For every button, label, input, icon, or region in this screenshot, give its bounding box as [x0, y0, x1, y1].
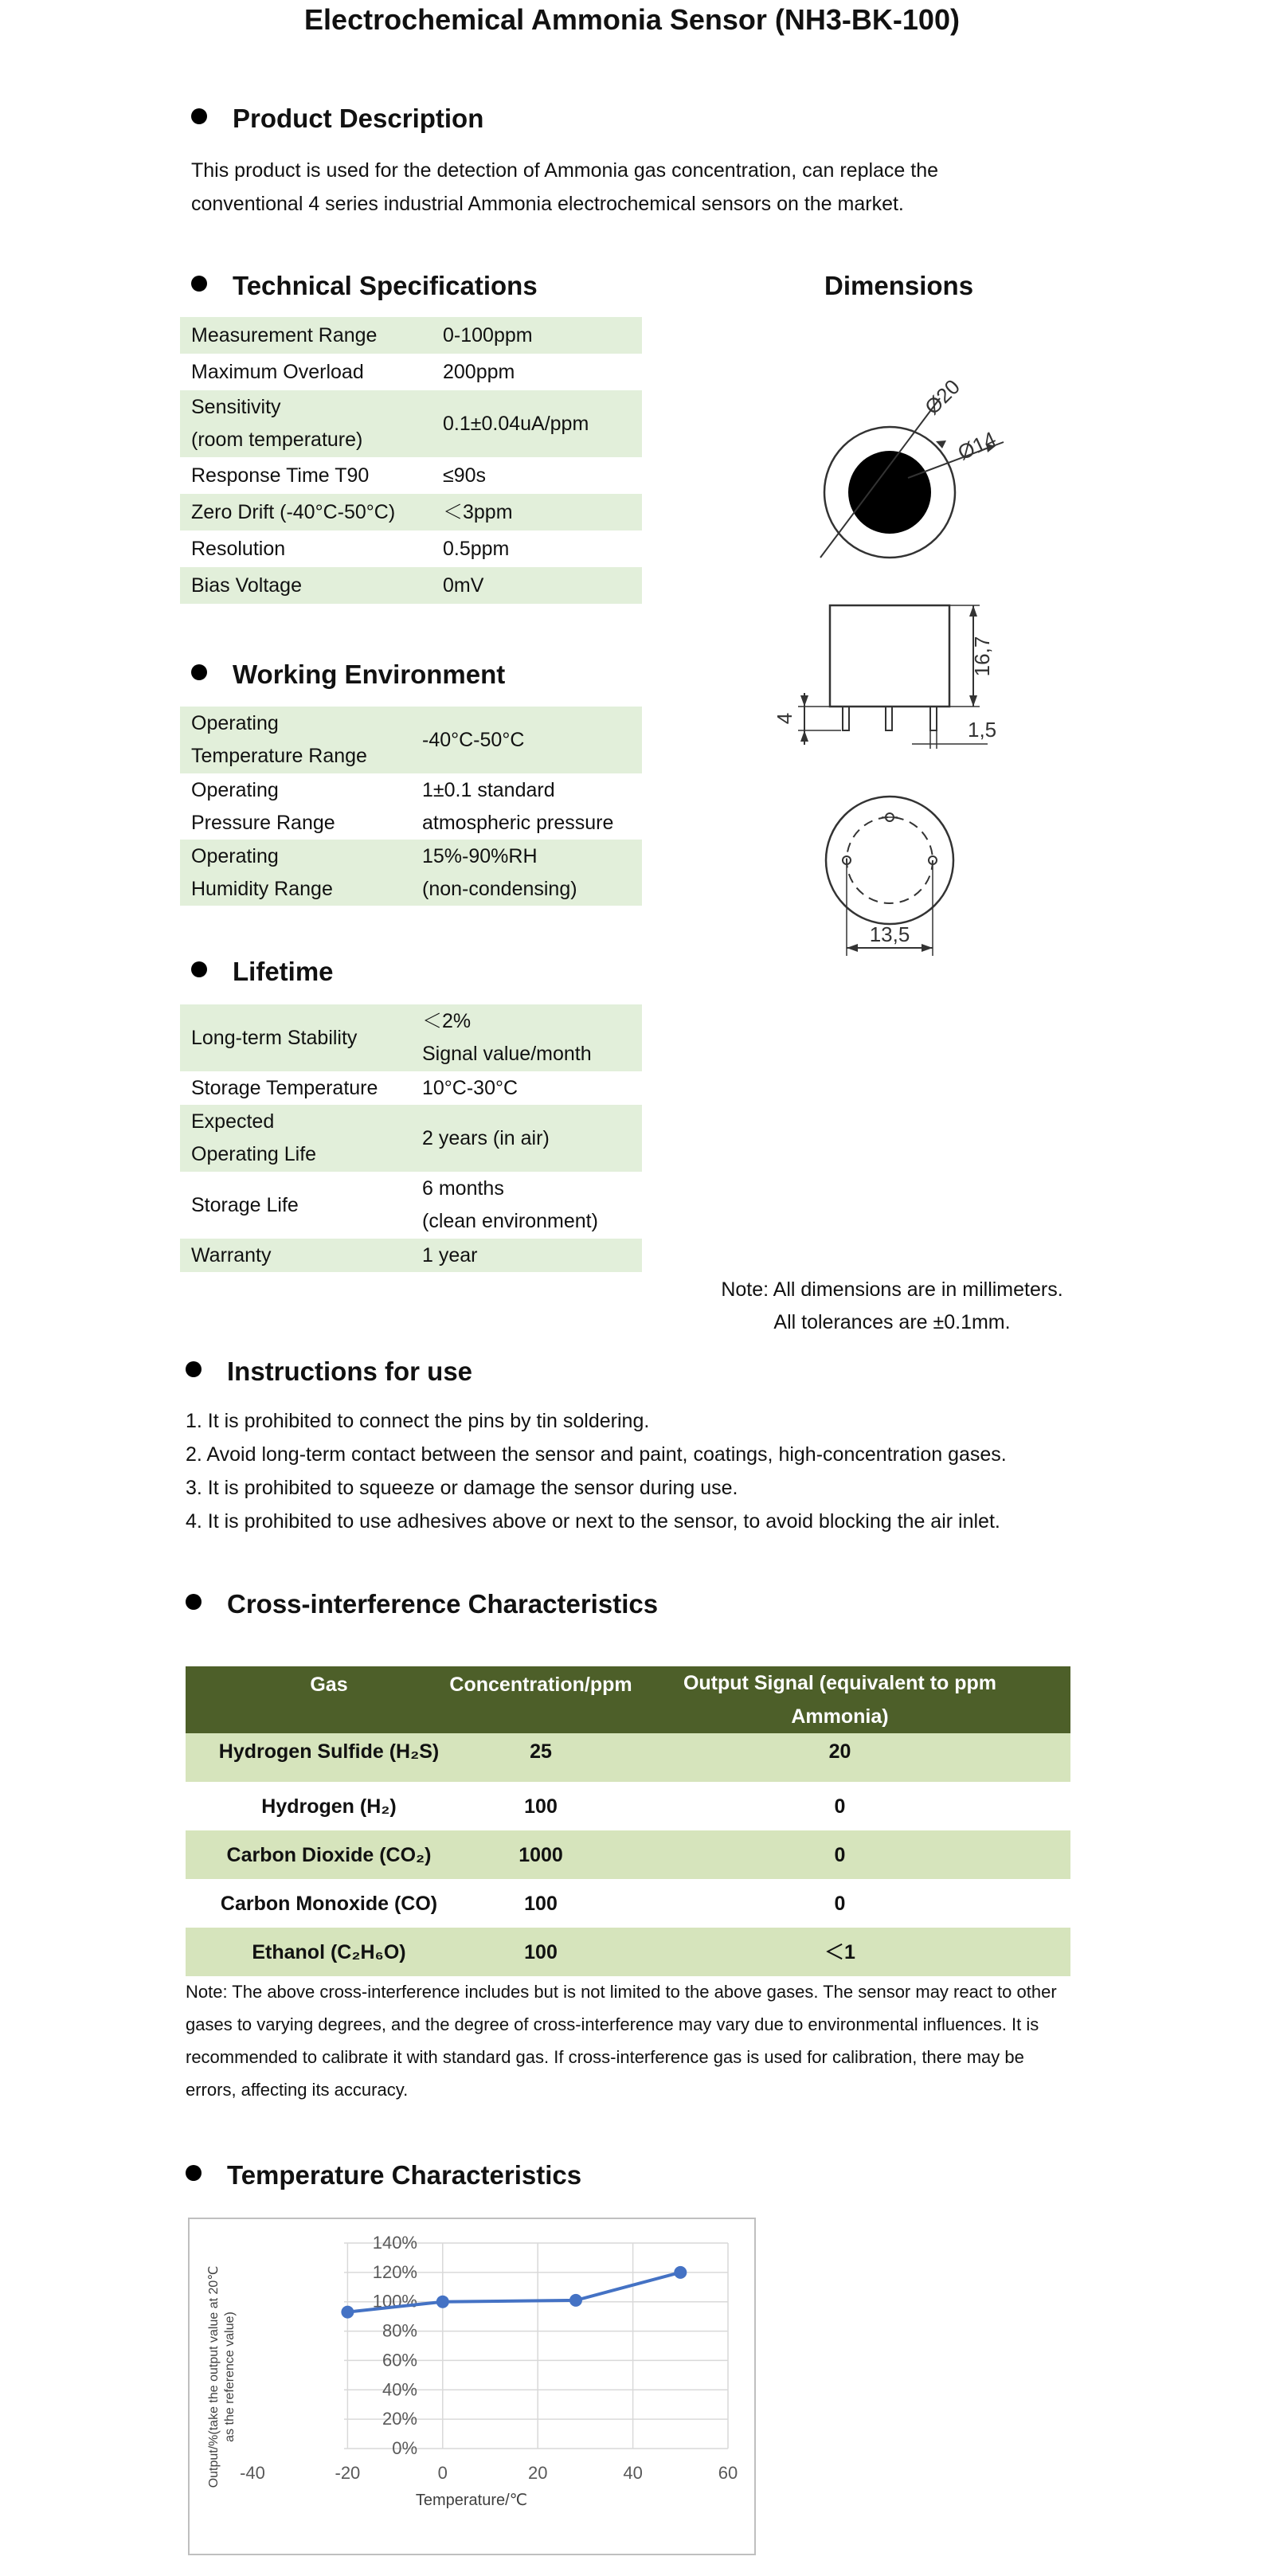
temperature-characteristics-heading: Temperature Characteristics — [186, 2158, 581, 2193]
bullet-icon — [186, 2165, 202, 2181]
table-row: Measurement Range 0-100ppm — [180, 317, 642, 354]
list-item: 3. It is prohibited to squeeze or damage the sensor during use. — [186, 1477, 738, 1499]
list-item: 1. It is prohibited to connect the pins by tin soldering. — [186, 1410, 650, 1432]
table-row: Sensitivity (room temperature) 0.1±0.04uA/ppm — [180, 390, 642, 457]
table-row: Zero Drift (-40°C-50°C) ＜3ppm — [180, 494, 642, 530]
table-row: Hydrogen Sulfide (H₂S) 25 20 — [186, 1733, 1070, 1782]
x-tick-label: 20 — [527, 2463, 548, 2483]
x-tick-label: -40 — [240, 2463, 265, 2483]
svg-text:as the reference value): as the reference value) — [223, 2312, 237, 2442]
table-header-row: Gas Concentration/ppm Output Signal (equivalent to ppm Ammonia) — [186, 1666, 1070, 1733]
table-row: Response Time T90 ≤90s — [191, 464, 487, 487]
page-title: Electrochemical Ammonia Sensor (NH3-BK-100) — [304, 3, 960, 36]
table-row: Maximum Overload 200ppm — [191, 360, 515, 383]
dimension-label: 4 — [773, 712, 796, 725]
y-tick-label: 0% — [392, 2438, 417, 2458]
y-tick-label: 120% — [372, 2261, 417, 2282]
dimensions-drawing — [773, 366, 1027, 964]
temperature-chart — [188, 2218, 756, 2555]
table-row: Hydrogen (H₂) 100 0 — [261, 1795, 846, 1818]
dimension-label: Ø14 — [953, 426, 1000, 465]
x-tick-label: -20 — [335, 2463, 361, 2483]
x-tick-label: 0 — [437, 2463, 448, 2483]
sensor-top-view — [820, 374, 1004, 558]
table-row: Warranty 1 year — [180, 1239, 642, 1272]
y-tick-label: 80% — [382, 2320, 417, 2341]
dimension-label: Ø20 — [920, 374, 965, 420]
bullet-icon — [191, 664, 207, 680]
working-environment-table — [180, 707, 642, 906]
dimension-label: 16,7 — [970, 636, 994, 677]
instructions-list — [186, 1404, 1086, 1538]
technical-specifications-heading: Technical Specifications — [191, 268, 538, 303]
table-row: Storage Life 6 months (clean environment) — [191, 1177, 598, 1232]
table-row: Storage Temperature 10°C-30°C — [191, 1076, 519, 1099]
data-point — [436, 2296, 449, 2308]
table-row: Operating Temperature Range -40°C-50°C — [180, 707, 642, 773]
table-row: Expected Operating Life 2 years (in air) — [180, 1105, 642, 1172]
bullet-icon — [191, 961, 207, 977]
table-row: Operating Humidity Range 15%-90%RH (non-condensing) — [180, 840, 642, 906]
sensor-bottom-view — [826, 797, 953, 956]
product-description-heading: Product Description — [191, 101, 483, 136]
table-row: Long-term Stability ＜2% Signal value/month — [180, 1004, 642, 1071]
table-row: Resolution 0.5ppm — [191, 537, 510, 560]
y-tick-label: 140% — [372, 2233, 417, 2253]
bullet-icon — [186, 1594, 202, 1610]
table-row: Operating Pressure Range 1±0.1 standard atmospheric pressure — [191, 778, 614, 834]
table-row: Carbon Monoxide (CO) 100 0 — [220, 1892, 846, 1915]
lifetime-table — [180, 1004, 642, 1272]
y-tick-label: 20% — [382, 2409, 417, 2429]
cross-interference-note: Note: The above cross-interference includes but is not limited to the above gases. The sensor may react to other gases to varying degrees, and the degree of cross-interference may vary due to environmental influences. It is recommended to calibrate it with standard gas. If cross-interference gas is used for calibration, there may be errors, affecting its accuracy. — [186, 1982, 1057, 2100]
table-row: Carbon Dioxide (CO₂) 1000 0 — [186, 1830, 1070, 1879]
data-point — [569, 2294, 582, 2307]
working-environment-heading: Working Environment — [191, 657, 505, 692]
svg-text:Output/%(take the output value: Output/%(take the output value at 20℃ — [207, 2265, 221, 2488]
table-row: Ethanol (C₂H₆O) 100 ＜1 — [186, 1928, 1070, 1976]
table-row: Bias Voltage 0mV — [180, 567, 642, 604]
lifetime-heading: Lifetime — [191, 954, 334, 989]
x-tick-label: 60 — [718, 2463, 738, 2483]
data-point — [674, 2266, 687, 2279]
bullet-icon — [186, 1361, 202, 1377]
list-item: 2. Avoid long-term contact between the sensor and paint, coatings, high-concentration gases. — [186, 1443, 1007, 1466]
x-tick-label: 40 — [623, 2463, 643, 2483]
y-tick-label: 40% — [382, 2379, 417, 2400]
dimension-label: 1,5 — [968, 718, 997, 742]
x-axis-label: Temperature/℃ — [415, 2492, 528, 2509]
cross-interference-table — [186, 1666, 1070, 1976]
y-tick-label: 100% — [372, 2291, 417, 2312]
data-point — [341, 2306, 354, 2319]
dimensions-note: Note: All dimensions are in millimeters. All tolerances are ±0.1mm. — [721, 1278, 1063, 1333]
instructions-heading: Instructions for use — [186, 1354, 472, 1389]
y-tick-label: 60% — [382, 2350, 417, 2370]
list-item: 4. It is prohibited to use adhesives above or next to the sensor, to avoid blocking the air inlet. — [186, 1510, 1000, 1533]
bullet-icon — [191, 276, 207, 292]
dimensions-heading: Dimensions — [824, 271, 974, 300]
sensor-side-view — [773, 605, 996, 749]
bullet-icon — [191, 108, 207, 124]
dimension-label: 13,5 — [869, 922, 910, 946]
cross-interference-heading: Cross-interference Characteristics — [186, 1587, 658, 1622]
technical-specifications-table — [180, 317, 642, 605]
product-description-text: This product is used for the detection of Ammonia gas concentration, can replace the conventional 4 series industrial Ammonia electrochemical sensors on the market. — [191, 159, 939, 215]
